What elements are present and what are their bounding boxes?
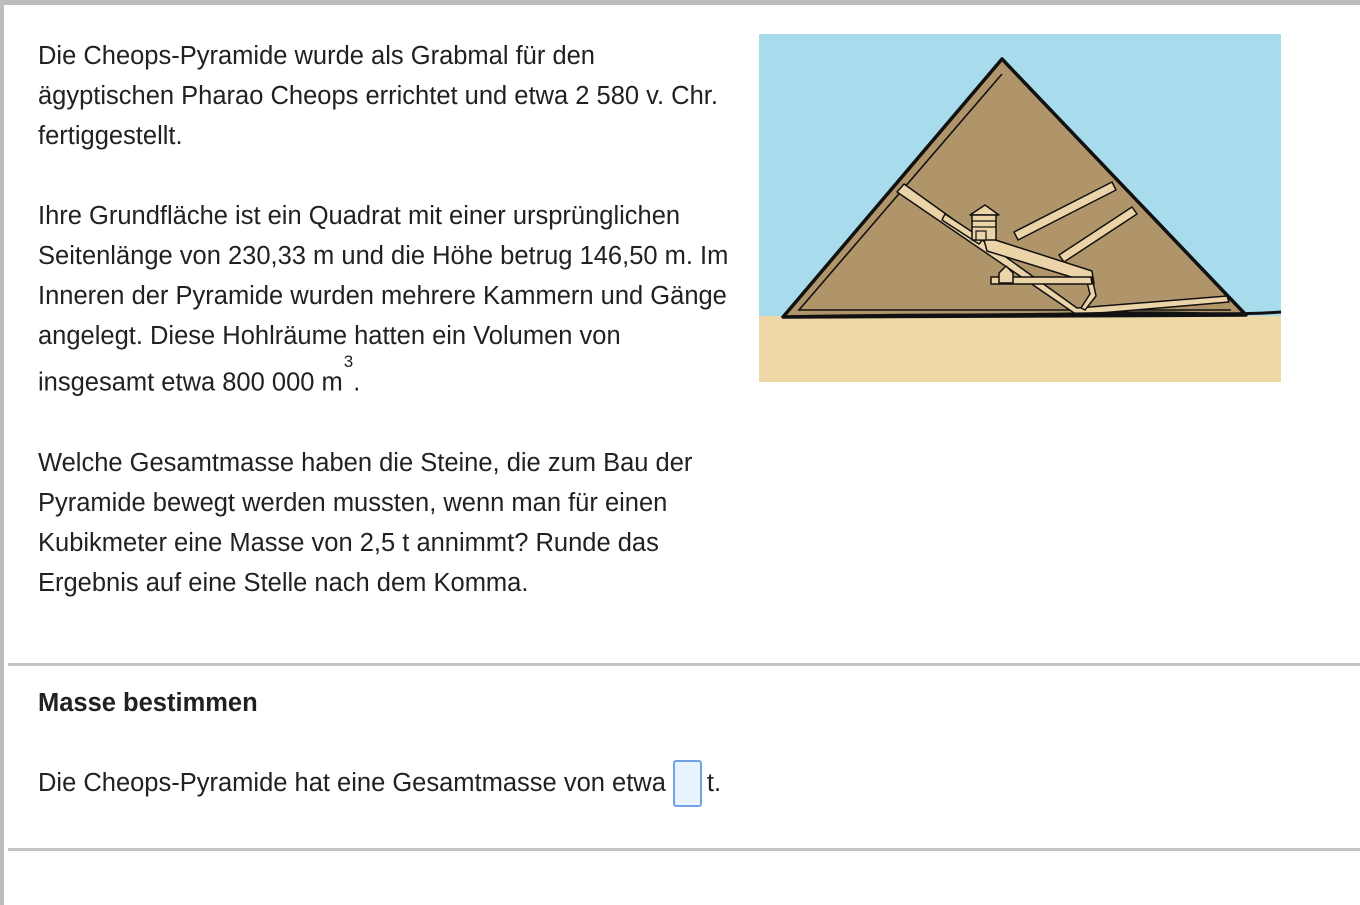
answer-sentence-text: Die Cheops-Pyramide hat eine Gesamtmasse von etwa [38,769,666,797]
answer-unit: t. [706,769,722,797]
answer-sentence [38,758,721,808]
task-paragraph-dimensions [38,196,738,403]
answer-heading: Masse bestimmen [38,689,258,717]
task-text [38,36,738,603]
dimensions-end: . [353,368,361,397]
task-section [8,10,1360,666]
mass-answer-input[interactable] [673,760,702,807]
sand-ground [759,316,1281,382]
pyramid-illustration [759,34,1281,382]
cubic-exponent: 3 [343,352,354,371]
dimensions-text: Ihre Grundfläche ist ein Quadrat mit einer ursprünglichen Seitenlänge von 230,33 m und die Höhe betrug 146,50 m. Im Inneren der Pyramide wurden mehrere Kammern und Gänge angelegt. Diese Hohlräume hatten ein Volumen von insgesamt etwa 800 000 m [38,202,729,397]
answer-section [8,666,1360,851]
task-paragraph-question: Welche Gesamtmasse haben die Steine, die zum Bau der Pyramide bewegt werden mussten, wenn man für einen Kubikmeter eine Masse von 2,5 t annimmt? Runde das Ergebnis auf eine Stelle nach dem Komma. [38,448,693,597]
task-paragraph-intro: Die Cheops-Pyramide wurde als Grabmal für den ägyptischen Pharao Cheops errichtet und etwa 2 580 v. Chr. fertiggestellt. [38,42,718,150]
